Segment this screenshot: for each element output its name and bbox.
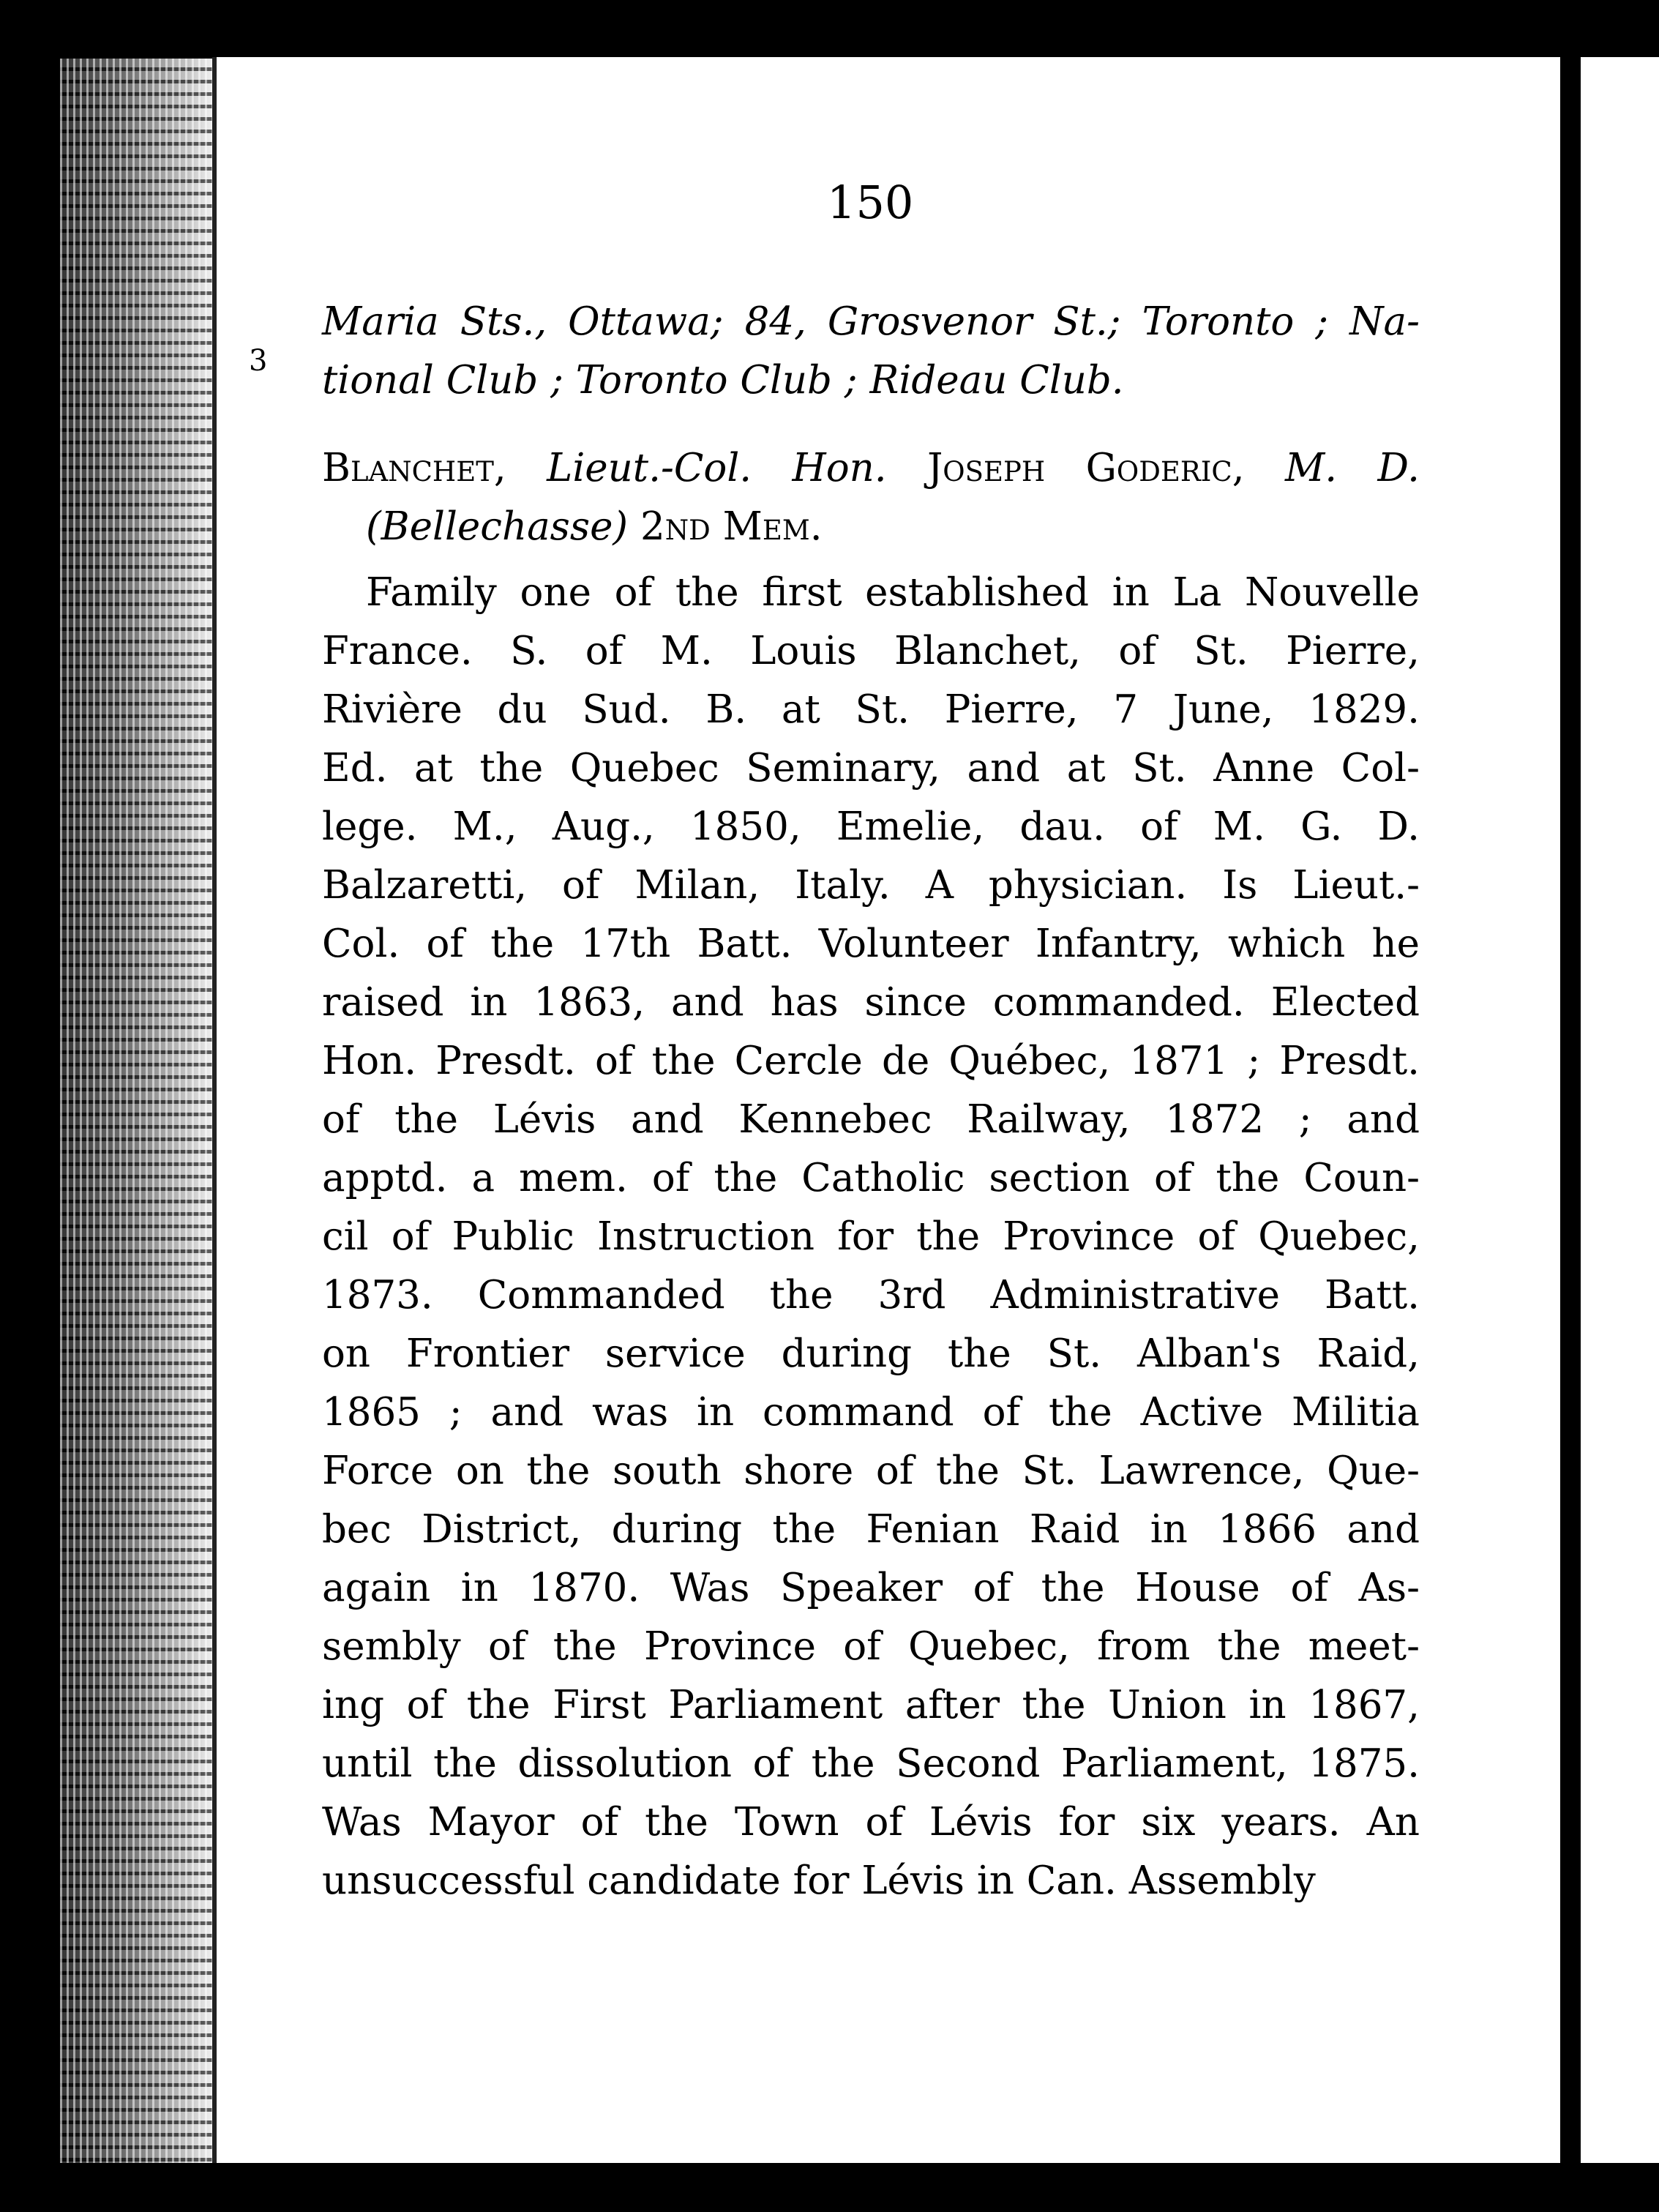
page-gutter [1560,44,1581,2189]
entry-body [322,564,1420,1910]
continuation-line-1: Maria Sts., Ottawa; 84, Grosvenor St.; Toronto ; Na- [322,299,1420,344]
body-line: France. S. of M. Louis Blanchet, of St. Pierre, [322,629,1420,673]
body-line: Balzaretti, of Milan, Italy. A physician. Is Lieut.- [322,863,1420,908]
entry-titles: Lieut.-Col. Hon. [547,446,887,490]
entry-heading [322,439,1420,498]
entry-given-names: Joseph Goderic, [927,446,1245,490]
body-line: until the dissolution of the Second Parliament, 1875. [322,1741,1420,1786]
body-line: Rivière du Sud. B. at St. Pierre, 7 June, 1829. [322,687,1420,732]
body-line: again in 1870. Was Speaker of the House of As- [322,1566,1420,1610]
entry-member-rank: 2nd Mem. [640,504,823,549]
scan-bottom-border [0,2163,1659,2212]
body-line: Col. of the 17th Batt. Volunteer Infantry, which he [322,922,1420,966]
body-line: 1865 ; and was in command of the Active Militia [322,1390,1420,1435]
body-line: bec District, during the Fenian Raid in 1866 and [322,1507,1420,1552]
body-line: cil of Public Instruction for the Province of Quebec, [322,1214,1420,1259]
body-line: on Frontier service during the St. Alban's Raid, [322,1331,1420,1376]
page-number: 150 [827,176,914,229]
body-line: Hon. Presdt. of the Cercle de Québec, 1871 ; Presdt. [322,1039,1420,1083]
body-line: Was Mayor of the Town of Lévis for six years. An [322,1800,1420,1845]
entry-degree: M. D. [1284,446,1420,490]
body-line: 1873. Commanded the 3rd Administrative Batt. [322,1273,1420,1318]
book-binding-edge [60,59,221,2174]
body-line: Family one of the first established in La Nouvelle [366,570,1420,615]
body-line: unsuccessful candidate for Lévis in Can. Assembly [322,1858,1316,1903]
continuation-line-2: tional Club ; Toronto Club ; Rideau Club. [322,358,1124,403]
entry-surname: Blanchet, [322,446,506,490]
margin-mark: 3 [249,344,268,378]
body-line: apptd. a mem. of the Catholic section of the Coun- [322,1156,1420,1200]
body-line: ing of the First Parliament after the Union in 1867, [322,1683,1420,1727]
body-line: Ed. at the Quebec Seminary, and at St. Anne Col- [322,746,1420,791]
entry-subheading [322,498,1420,556]
body-line: Force on the south shore of the St. Lawrence, Que- [322,1449,1420,1493]
facing-page-edge [1581,57,1659,2174]
body-line: lege. M., Aug., 1850, Emelie, dau. of M. G. D. [322,804,1420,849]
entry-riding: (Bellechasse) [366,504,629,549]
body-line: raised in 1863, and has since commanded. Elected [322,980,1420,1025]
body-line: of the Lévis and Kennebec Railway, 1872 ; and [322,1097,1420,1142]
body-line: sembly of the Province of Quebec, from the meet- [322,1624,1420,1669]
page-text [322,293,1420,1910]
